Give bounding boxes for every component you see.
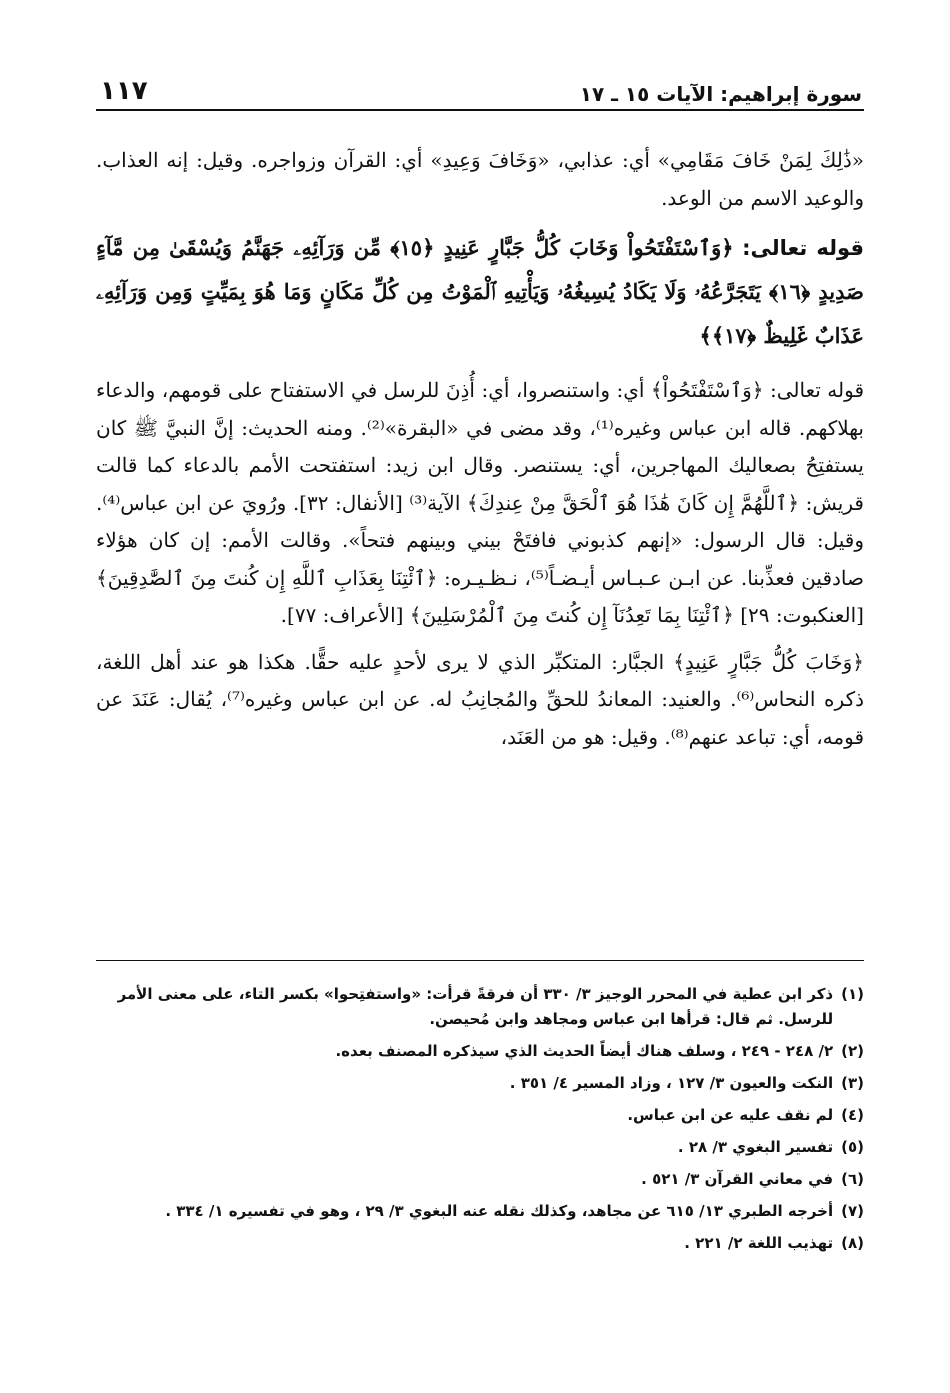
footnote-text: لم نقف عليه عن ابن عباس.	[627, 1106, 834, 1124]
footnote-number: (٧)	[841, 1202, 864, 1220]
footnote	[96, 1039, 864, 1064]
footnote-number: (١)	[841, 985, 864, 1003]
paragraph-3: قوله تعالى: ﴿وَٱسْتَفْتَحُواْ﴾ أي: واستنصروا، أي: أُذِنَ للرسل في الاستفتاح على قومهم، والدعاء بهلاكهم. قاله ابن عباس وغيره⁽¹⁾، وقد مضى في «البقرة»⁽²⁾. ومنه الحديث: إنَّ النبيَّ ﷺ كان يستفتِحُ بصعاليك المهاجرين، أي: يستنصر. وقال ابن زيد: استفتحت الأمم بالدعاء كما قالت قريش: ﴿ٱللَّهُمَّ إِن كَانَ هَٰذَا هُوَ ٱلْحَقَّ مِنْ عِندِكَ﴾ الآية⁽³⁾ [الأنفال: ٣٢]. ورُويَ عن ابن عباس⁽⁴⁾. وقيل: قال الرسول: «إنهم كذبوني فافتَحْ بيني وبينهم فتحاً». وقالت الأمم: إن كان هؤلاء صادقين فعذِّبنا. عن ابـن عـبـاس أيـضـاً⁽⁵⁾، نـظـيـره: ﴿ٱئْتِنَا بِعَذَابِ ٱللَّهِ إِن كُنتَ مِنَ ٱلصَّٰدِقِينَ﴾ [العنكبوت: ٢٩] ﴿ٱئْتِنَا بِمَا تَعِدُنَآ إِن كُنتَ مِنَ ٱلْمُرْسَلِينَ﴾ [الأعراف: ٧٧].	[96, 378, 864, 627]
quran-passage	[96, 226, 864, 358]
header-divider	[96, 109, 864, 111]
footnote-number: (٦)	[841, 1170, 864, 1188]
paragraph-4: ﴿وَخَابَ كُلُّ جَبَّارٍ عَنِيدٍ﴾ الجبَّار: المتكبِّر الذي لا يرى لأحدٍ عليه حقًّا. هكذا هو عند أهل اللغة، ذكره النحاس⁽⁶⁾. والعنيد: المعاندُ للحقِّ والمُجانِبُ له. عن ابن عباس وغيره⁽⁷⁾، يُقال: عَنَدَ عن قومه، أي: تباعد عنهم⁽⁸⁾. وقيل: هو من العَنَد،	[96, 649, 864, 749]
quran-verses: ﴿وَٱسْتَفْتَحُواْ وَخَابَ كُلُّ جَبَّارٍ عَنِيدٍ ﴿١٥﴾ مِّن وَرَآئِهِۦ جَهَنَّمُ وَيُسْقَىٰ مِن مَّآءٍ صَدِيدٍ ﴿١٦﴾ يَتَجَرَّعُهُۥ وَلَا يَكَادُ يُسِيغُهُۥ وَيَأْتِيهِ ٱلْمَوْتُ مِن كُلِّ مَكَانٍ وَمَا هُوَ بِمَيِّتٍ وَمِن وَرَآئِهِۦ عَذَابٌ غَلِيظٌ ﴿١٧﴾﴾	[96, 235, 864, 348]
running-head	[100, 64, 862, 104]
footnote-number: (٤)	[841, 1106, 864, 1124]
footnote-text: ذكر ابن عطية في المحرر الوجيز ٣/ ٣٣٠ أن فرقةً قرأت: «واستفتِحوا» بكسر التاء، على معنى الأمر للرسل. ثم قال: قرأها ابن عباس ومجاهد وابن مُحيصن.	[117, 985, 834, 1028]
paragraph-1: «ذَٰلِكَ لِمَنْ خَافَ مَقَامِي» أي: عذابي، «وَخَافَ وَعِيدِ» أي: القرآن وزواجره. وقيل: إنه العذاب. والوعيد الاسم من الوعد.	[96, 148, 864, 210]
footnote-text: أخرجه الطبري ١٣/ ٦١٥ عن مجاهد، وكذلك نقله عنه البغوي ٣/ ٢٩ ، وهو في تفسيره ١/ ٣٣٤ .	[165, 1202, 834, 1220]
footnote-text: النكت والعيون ٣/ ١٢٧ ، وزاد المسير ٤/ ٣٥١ .	[509, 1074, 834, 1092]
footnote-text: تفسير البغوي ٣/ ٢٨ .	[677, 1138, 834, 1156]
passage-lead: قوله تعالى:	[742, 236, 864, 260]
footnote	[96, 1231, 864, 1256]
footnotes	[96, 982, 864, 1263]
main-text	[96, 142, 864, 765]
footnote	[96, 1167, 864, 1192]
footnote-number: (٨)	[841, 1234, 864, 1252]
footnote	[96, 1103, 864, 1128]
footnote	[96, 982, 864, 1032]
footnote-text: ٢/ ٢٤٨ - ٢٤٩ ، وسلف هناك أيضاً الحديث الذي سيذكره المصنف بعده.	[335, 1042, 834, 1060]
footnote-number: (٥)	[841, 1138, 864, 1156]
footnote	[96, 1135, 864, 1160]
footnote	[96, 1199, 864, 1224]
footnote-number: (٢)	[841, 1042, 864, 1060]
footnotes-divider	[96, 960, 864, 961]
footnote-text: تهذيب اللغة ٢/ ٢٢١ .	[684, 1234, 834, 1252]
footnote	[96, 1071, 864, 1096]
page-number: ١١٧	[100, 76, 148, 106]
footnote-number: (٣)	[841, 1074, 864, 1092]
footnote-text: في معاني القرآن ٣/ ٥٢١ .	[641, 1170, 834, 1188]
running-title: سورة إبراهيم: الآيات ١٥ ـ ١٧	[579, 82, 862, 106]
